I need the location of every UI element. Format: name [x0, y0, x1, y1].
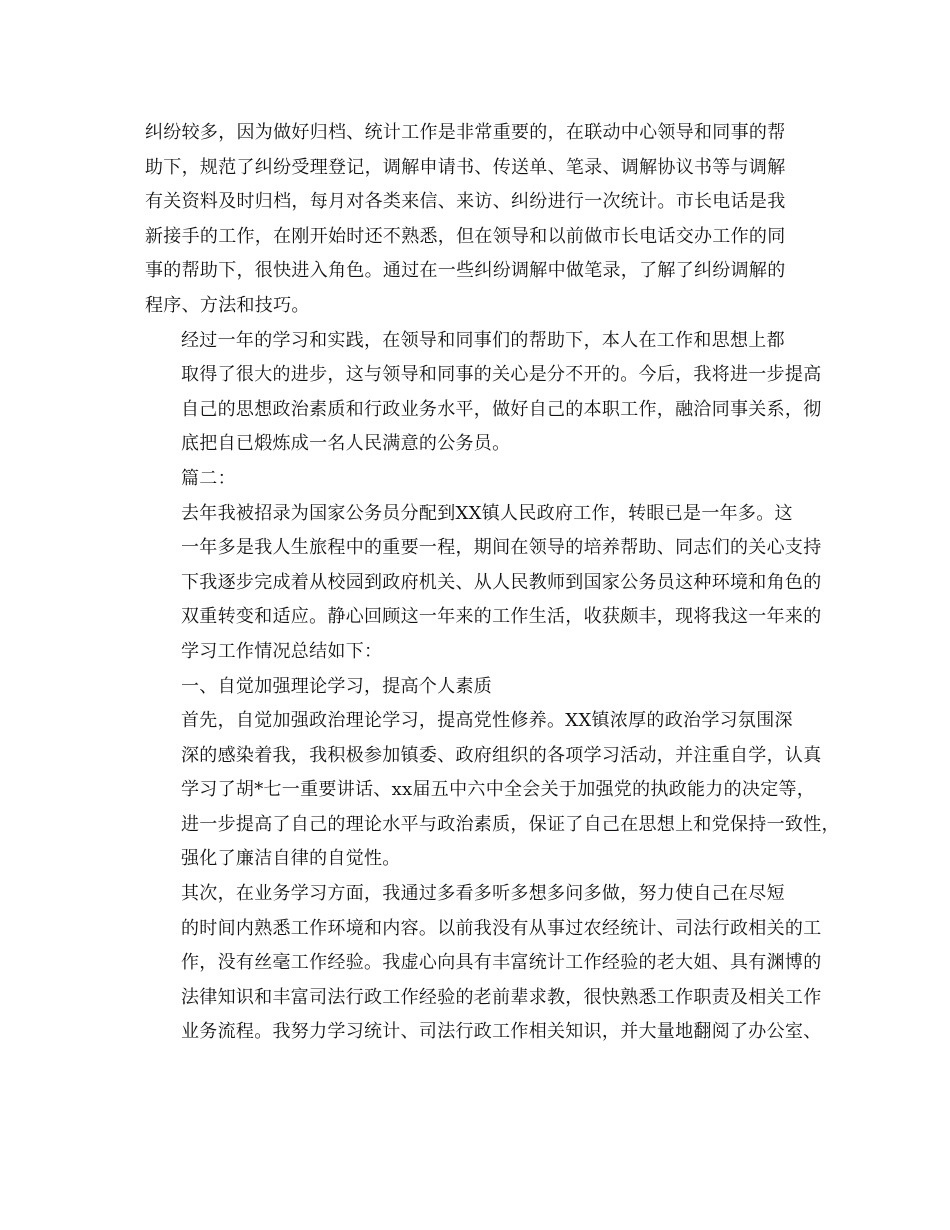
text-line: 篇二：: [181, 467, 236, 489]
paragraph: [145, 497, 822, 670]
text-line: 经过一年的学习和实践，在领导和同事们的帮助下，本人在工作和思想上都: [181, 329, 785, 351]
text-line: 事的帮助下，很快进入角色。通过在一些纠纷调解中做笔录，了解了纠纷调解的: [145, 260, 786, 282]
document-body: [145, 116, 840, 1050]
text-line: 下我逐步完成着从校园到政府机关、从人民教师到国家公务员这种环境和角色的: [181, 571, 822, 593]
text-line: 双重转变和适应。静心回顾这一年来的工作生活，收获颇丰，现将我这一年来的: [181, 606, 822, 628]
paragraph: [145, 116, 807, 324]
text-line: 业务流程。我努力学习统计、司法行政工作相关知识，并大量地翻阅了办公室、: [181, 1021, 822, 1043]
text-line: 进一步提高了自己的理论水平与政治素质，保证了自己在思想上和党保持一致性，: [181, 813, 840, 835]
section-heading: [145, 462, 807, 497]
text-line: 首先，自觉加强政治理论学习，提高党性修养。XX镇浓厚的政治学习氛围深: [181, 710, 793, 732]
text-line: 的时间内熟悉工作环境和内容。以前我没有从事过农经统计、司法行政相关的工: [181, 917, 822, 939]
text-line: 去年我被招录为国家公务员分配到XX镇人民政府工作，转眼已是一年多。这: [181, 502, 793, 524]
text-line: 程序、方法和技巧。: [145, 294, 310, 316]
text-line: 一年多是我人生旅程中的重要一程，期间在领导的培养帮助、同志们的关心支持: [181, 537, 822, 559]
text-line: 自己的思想政治素质和行政业务水平，做好自己的本职工作，融洽同事关系，彻: [181, 398, 822, 420]
text-line: 强化了廉洁自律的自觉性。: [181, 848, 401, 870]
text-line: 学习工作情况总结如下：: [181, 640, 383, 662]
text-line: 一、自觉加强理论学习，提高个人素质: [181, 675, 493, 697]
paragraph: [145, 324, 822, 462]
text-line: 底把自已煅炼成一名人民满意的公务员。: [181, 433, 511, 455]
text-line: 取得了很大的进步，这与领导和同事的关心是分不开的。今后，我将进一步提高: [181, 364, 822, 386]
text-line: 其次，在业务学习方面，我通过多看多听多想多问多做，努力使自己在尽短: [181, 883, 785, 905]
text-line: 助下，规范了纠纷受理登记，调解申请书、传送单、笔录、调解协议书等与调解: [145, 156, 786, 178]
text-line: 有关资料及时归档，每月对各类来信、来访、纠纷进行一次统计。市长电话是我: [145, 191, 786, 213]
text-line: 深的感染着我，我积极参加镇委、政府组织的各项学习活动，并注重自学，认真: [181, 744, 822, 766]
text-line: 法律知识和丰富司法行政工作经验的老前辈求教，很快熟悉工作职责及相关工作: [181, 986, 822, 1008]
paragraph: [145, 877, 822, 1050]
text-line: 学习了胡*七一重要讲话、xx届五中六中全会关于加强党的执政能力的决定等，: [181, 779, 816, 801]
paragraph: [145, 704, 840, 877]
text-line: 作，没有丝毫工作经验。我虚心向具有丰富统计工作经验的老大姐、具有渊博的: [181, 952, 822, 974]
text-line: 新接手的工作，在刚开始时还不熟悉，但在领导和以前做市长电话交办工作的同: [145, 225, 786, 247]
subsection-heading: [145, 670, 807, 705]
text-line: 纠纷较多，因为做好归档、统计工作是非常重要的，在联动中心领导和同事的帮: [145, 122, 786, 143]
